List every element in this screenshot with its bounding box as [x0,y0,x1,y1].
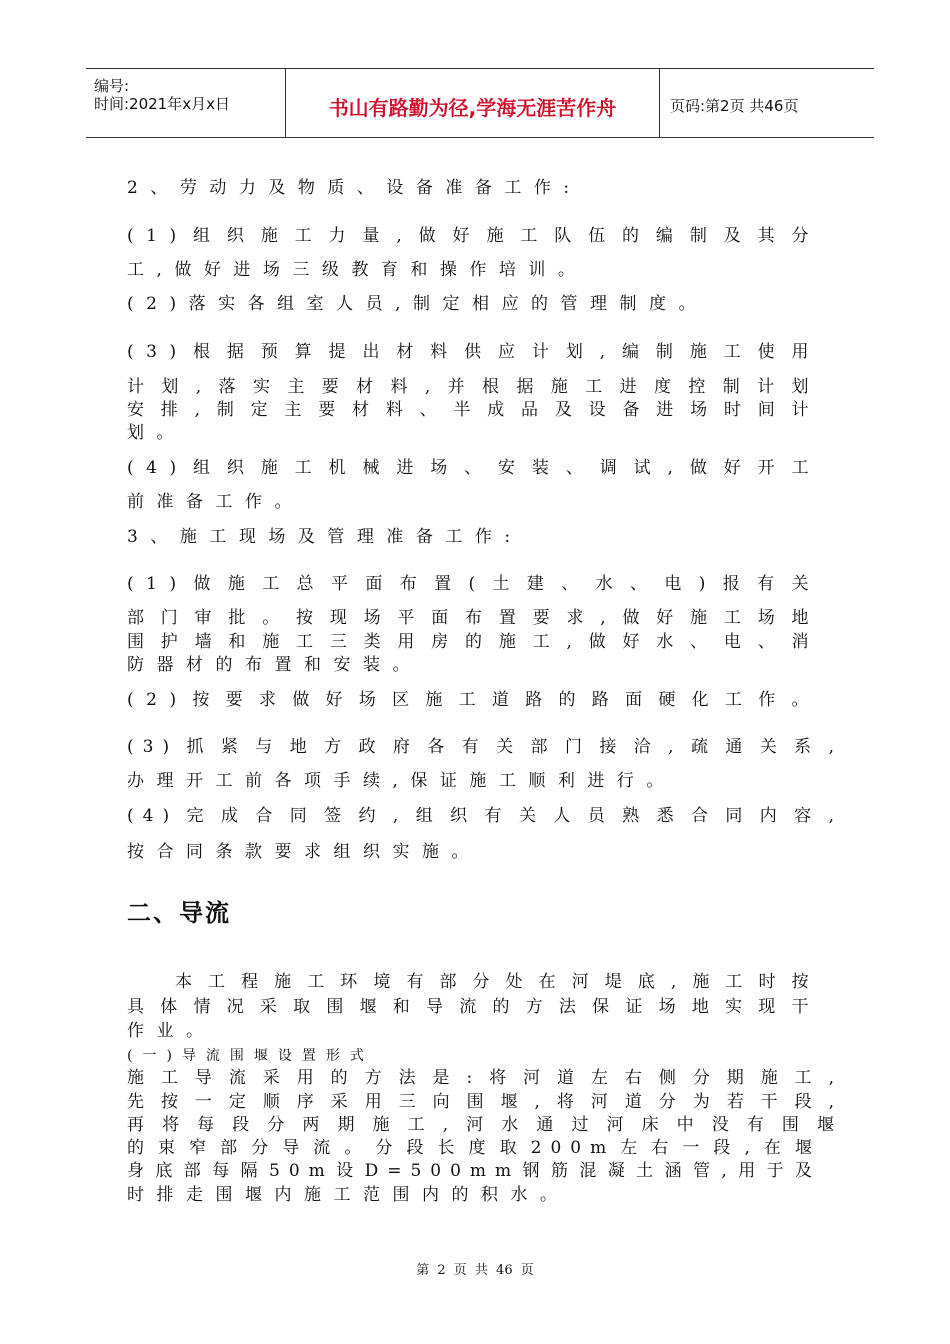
document-number-label: 编号: [94,77,130,95]
paragraph-line: 部门审批。按现场平面布置要求,做好施工场地 [127,608,821,628]
header-page-cell [660,69,874,137]
paragraph-line: 时排走围堰内施工范围内的积水。 [127,1185,570,1205]
page-footer: 第 2 页 共 46 页 [416,1263,534,1278]
paragraph-line: 的束窄部分导流。分段长度取200m左右一段,在堰 [127,1138,821,1158]
paragraph-line: 作业。 [127,1021,216,1041]
paragraph-line: 身底部每隔50m设D=500mm钢筋混凝土涵管,用于及 [127,1161,821,1181]
paragraph-line: 计划,落实主要材料,并根据施工进度控制计划 [127,377,821,397]
header-slogan-cell [286,69,660,137]
paragraph-line: (1)做施工总平面布置(土建、水、电)报有关 [127,574,821,594]
subsection-title: (一)导流围堰设置形式 [127,1048,374,1064]
paragraph-line: (4)组织施工机械进场、安装、调试,做好开工 [127,458,821,478]
section-2-title: 2、劳动力及物质、设备准备工作: [127,178,582,198]
paragraph-line: 前准备工作。 [127,492,304,512]
paragraph-line: 施工导流采用的方法是:将河道左右侧分期施工, [127,1068,843,1088]
section-3-title: 3、施工现场及管理准备工作: [127,527,523,547]
page-header [86,68,874,138]
paragraph-line: 具体情况采取围堰和导流的方法保证场地实现干 [127,997,821,1017]
paragraph-line: 划。 [127,423,186,443]
paragraph-line: 先按一定顺序采用三向围堰,将河道分为若干段, [127,1092,843,1112]
header-meta-cell [86,69,286,137]
paragraph-line: 围护墙和施工三类用房的施工,做好水、电、消 [127,632,821,652]
paragraph-line: (2)落实各组室人员,制定相应的管理制度。 [127,294,708,314]
paragraph-line: 安排,制定主要材料、半成品及设备进场时间计 [127,400,821,420]
paragraph-line: (4)完成合同签约,组织有关人员熟悉合同内容, [127,806,843,826]
paragraph-line: 办理开工前各项手续,保证施工顺利进行。 [127,771,676,791]
paragraph-line: (3)抓紧与地方政府各有关部门接洽,疏通关系, [127,737,843,757]
paragraph-line: 防器材的布置和安装。 [127,655,422,675]
paragraph-line: (3)根据预算提出材料供应计划,编制施工使用 [127,342,821,362]
chapter-heading: 二、导流 [127,899,231,927]
header-page-number: 页码:第2页 共46页 [670,97,799,115]
paragraph-line: (1)组织施工力量,做好施工队伍的编制及其分 [127,226,821,246]
document-time-label: 时间:2021年x月x日 [94,95,230,113]
paragraph-line: 按合同条款要求组织实施。 [127,842,481,862]
paragraph-line: 再将每段分两期施工,河水通过河床中没有围堰 [127,1115,843,1135]
paragraph-line: 工,做好进场三级教育和操作培训。 [127,260,588,280]
paragraph-line: (2)按要求做好场区施工道路的路面硬化工作。 [127,690,821,710]
paragraph-line: 本工程施工环境有部分处在河堤底,施工时按 [175,972,821,992]
header-slogan: 书山有路勤为径,学海无涯苦作舟 [328,96,617,120]
